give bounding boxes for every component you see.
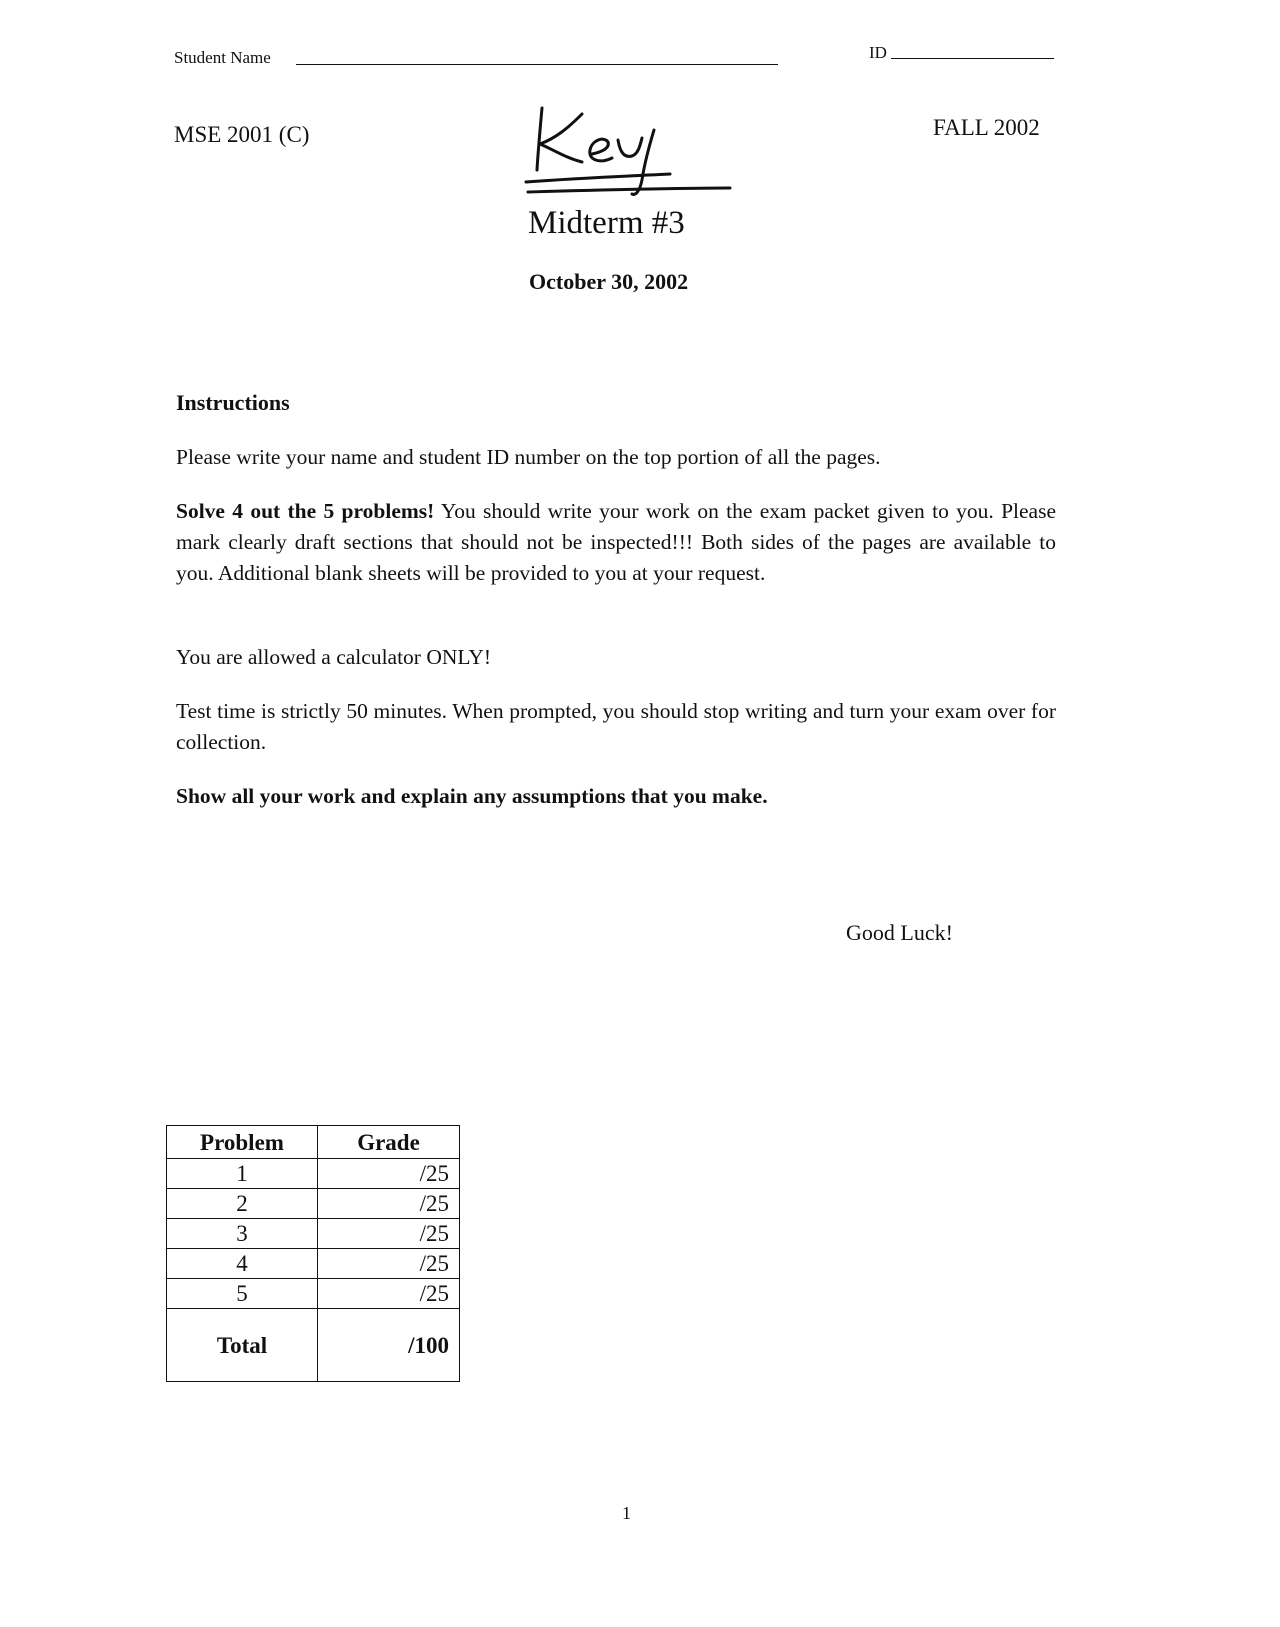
- problem-number: 1: [167, 1159, 318, 1189]
- grade-table-header: [167, 1126, 460, 1159]
- problem-number: 4: [167, 1249, 318, 1279]
- exam-date: October 30, 2002: [529, 269, 689, 294]
- problem-number: 2: [167, 1189, 318, 1219]
- instruction-name-id: Please write your name and student ID number on the top portion of all the pages.: [176, 445, 881, 469]
- grade-table: [166, 1125, 460, 1382]
- good-luck: Good Luck!: [846, 920, 953, 945]
- instruction-show-work: Show all your work and explain any assumptions that you make.: [176, 784, 768, 808]
- table-row: [167, 1159, 460, 1189]
- total-value[interactable]: /100: [318, 1309, 460, 1382]
- instruction-solve-bold: Solve 4 out the 5 problems!: [176, 499, 435, 523]
- table-row: [167, 1189, 460, 1219]
- col-grade-header: Grade: [318, 1126, 460, 1159]
- problem-grade[interactable]: /25: [318, 1189, 460, 1219]
- problem-grade[interactable]: /25: [318, 1279, 460, 1309]
- table-row: [167, 1249, 460, 1279]
- total-row: [167, 1309, 460, 1382]
- problem-number: 5: [167, 1279, 318, 1309]
- problem-grade[interactable]: /25: [318, 1219, 460, 1249]
- problem-number: 3: [167, 1219, 318, 1249]
- student-name-label: Student Name: [174, 48, 271, 67]
- instruction-solve: [176, 496, 1056, 589]
- problem-grade[interactable]: /25: [318, 1159, 460, 1189]
- exam-title: Midterm #3: [528, 205, 685, 241]
- id-line[interactable]: [891, 58, 1054, 59]
- instruction-test-time: Test time is strictly 50 minutes. When prompted, you should stop writing and turn your exam over for collection.: [176, 699, 1056, 754]
- instruction-calculator: You are allowed a calculator ONLY!: [176, 645, 492, 669]
- page-number: 1: [622, 1503, 631, 1523]
- key-handwritten-mark: [520, 100, 740, 200]
- student-name-line[interactable]: [296, 64, 778, 65]
- total-label: Total: [167, 1309, 318, 1382]
- table-row: [167, 1219, 460, 1249]
- term: FALL 2002: [933, 115, 1040, 140]
- table-row: [167, 1279, 460, 1309]
- instruction-solve-rest: You should write your work on the exam packet given to you. Please mark clearly draft sections that should not be inspected!!! Both sides of the pages are available to you. Additional blank sheets will be provided to you at your request.: [176, 499, 1057, 585]
- instructions-heading: Instructions: [176, 390, 290, 415]
- col-problem-header: Problem: [167, 1126, 318, 1159]
- id-label: ID: [869, 43, 887, 62]
- course-code: MSE 2001 (C): [174, 122, 310, 147]
- problem-grade[interactable]: /25: [318, 1249, 460, 1279]
